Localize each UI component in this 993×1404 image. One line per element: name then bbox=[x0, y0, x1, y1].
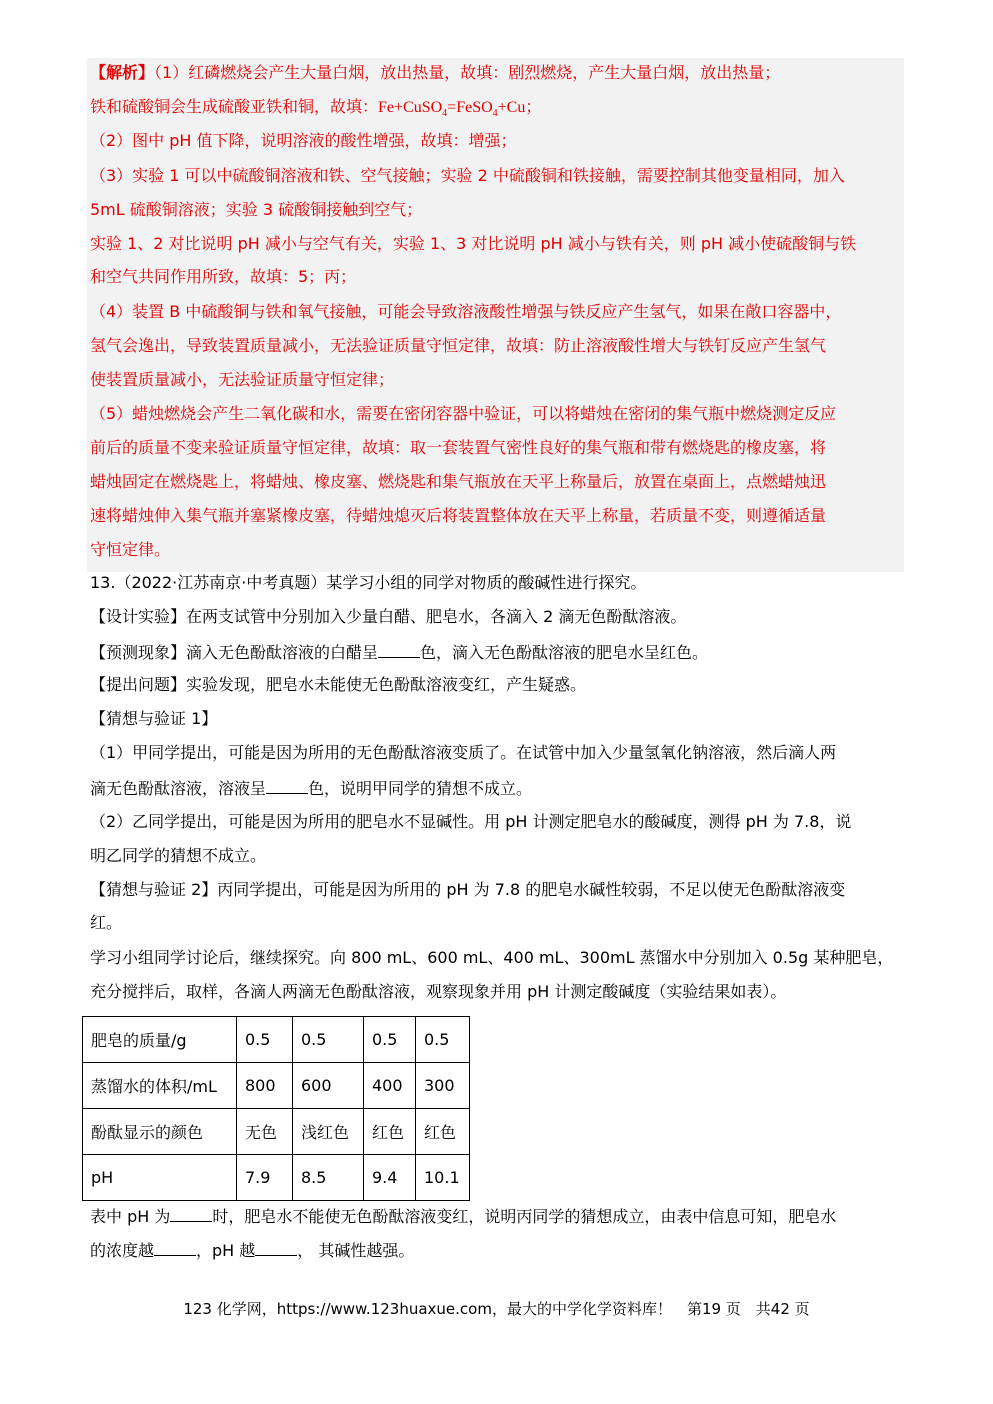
analysis-line-3: （2）图中 pH 值下降，说明溶液的酸性增强，故填：增强； bbox=[90, 131, 517, 150]
results-table bbox=[82, 1016, 470, 1201]
guess-1-line-4: 明乙同学的猜想不成立。 bbox=[90, 846, 267, 865]
table-cell: 0.5 bbox=[293, 1017, 364, 1063]
table-cell: 400 bbox=[364, 1063, 416, 1109]
table-cell: 0.5 bbox=[416, 1017, 470, 1063]
table-cell: 红色 bbox=[416, 1109, 470, 1155]
table-cell: 7.9 bbox=[237, 1155, 293, 1201]
analysis-line-1: 【解析】（1）红磷燃烧会产生大量白烟，放出热量，故填：剧烈燃烧，产生大量白烟，放出热量； bbox=[90, 63, 781, 82]
table-cell: pH bbox=[83, 1155, 237, 1201]
final-line-2: 的浓度越 ，pH 越 ， 其碱性越强。 bbox=[90, 1241, 415, 1260]
analysis-line-6: 实验 1、2 对比说明 pH 减小与空气有关，实验 1、3 对比说明 pH 减小与铁有关，则 pH 减小使硫酸铜与铁 bbox=[90, 234, 857, 253]
final-line-1: 表中 pH 为 时，肥皂水不能使无色酚酞溶液变红，说明丙同学的猜想成立，由表中信息可知，肥皂水 bbox=[90, 1207, 837, 1226]
table-cell: 蒸馏水的体积/mL bbox=[83, 1063, 237, 1109]
analysis-section bbox=[87, 58, 904, 572]
analysis-line-13: 蜡烛固定在燃烧匙上，将蜡烛、橡皮塞、燃烧匙和集气瓶放在天平上称量后，放置在桌面上，点燃蜡烛迅 bbox=[90, 472, 827, 491]
analysis-line-11: （5）蜡烛燃烧会产生二氧化碳和水，需要在密闭容器中验证，可以将蜡烛在密闭的集气瓶中燃烧测定反应 bbox=[90, 404, 837, 423]
page-footer: 123 化学网，https://www.123huaxue.com，最大的中学化学资料库！ 第19 页 共42 页 bbox=[183, 1300, 810, 1318]
analysis-line-15: 守恒定律。 bbox=[90, 540, 171, 559]
answer-blank-2[interactable] bbox=[266, 777, 308, 794]
predict-phenomenon: 【预测现象】滴入无色酚酞溶液的白醋呈 色，滴入无色酚酞溶液的肥皂水呈红色。 bbox=[90, 643, 709, 662]
table-cell: 9.4 bbox=[364, 1155, 416, 1201]
analysis-line-4: （3）实验 1 可以中硫酸铜溶液和铁、空气接触；实验 2 中硫酸铜和铁接触，需要控制其他变量相同，加入 bbox=[90, 166, 845, 185]
analysis-tag: 【解析】 bbox=[90, 63, 155, 82]
analysis-line-10: 使装置质量减小，无法验证质量守恒定律； bbox=[90, 370, 395, 389]
analysis-line-8: （4）装置 B 中硫酸铜与铁和氧气接触，可能会导致溶液酸性增强与铁反应产生氢气，如果在敞口容器中， bbox=[90, 302, 842, 321]
table-cell: 8.5 bbox=[293, 1155, 364, 1201]
answer-blank-5[interactable] bbox=[255, 1239, 297, 1256]
analysis-line-14: 速将蜡烛伸入集气瓶并塞紧橡皮塞，待蜡烛熄灭后将装置整体放在天平上称量，若质量不变，则遵循适量 bbox=[90, 506, 827, 525]
analysis-line-12: 前后的质量不变来验证质量守恒定律，故填：取一套装置气密性良好的集气瓶和带有燃烧匙的橡皮塞，将 bbox=[90, 438, 827, 457]
table-row bbox=[83, 1109, 470, 1155]
discussion-line-2: 充分搅拌后，取样，各滴人两滴无色酚酞溶液，观察现象并用 pH 计测定酸碱度（实验结果如表）。 bbox=[90, 982, 787, 1001]
guess-2-line-2: 红。 bbox=[90, 913, 123, 932]
guess-1-line-2: 滴无色酚酞溶液，溶液呈 色，说明甲同学的猜想不成立。 bbox=[90, 779, 533, 798]
discussion-line-1: 学习小组同学讨论后，继续探究。向 800 mL、600 mL、400 mL、300mL 蒸馏水中分别加入 0.5g 某种肥皂， bbox=[90, 948, 894, 967]
guess-1-heading: 【猜想与验证 1】 bbox=[90, 709, 218, 728]
table-cell: 肥皂的质量/g bbox=[83, 1017, 237, 1063]
analysis-line-7: 和空气共同作用所致，故填：5；丙； bbox=[90, 267, 357, 286]
question-title: 13.（2022·江苏南京·中考真题）某学习小组的同学对物质的酸碱性进行探究。 bbox=[90, 573, 647, 592]
analysis-line-2: 铁和硫酸铜会生成硫酸亚铁和铜，故填：Fe+CuSO$_4$=FeSO$_4$+Cu； bbox=[90, 97, 542, 120]
answer-blank-3[interactable] bbox=[170, 1205, 212, 1222]
table-cell: 300 bbox=[416, 1063, 470, 1109]
guess-2-line-1: 【猜想与验证 2】丙同学提出，可能是因为所用的 pH 为 7.8 的肥皂水碱性较弱，不足以使无色酚酞溶液变 bbox=[90, 880, 846, 899]
design-experiment: 【设计实验】在两支试管中分别加入少量白醋、肥皂水，各滴入 2 滴无色酚酞溶液。 bbox=[90, 607, 687, 626]
table-cell: 红色 bbox=[364, 1109, 416, 1155]
answer-blank-4[interactable] bbox=[154, 1239, 196, 1256]
table-cell: 无色 bbox=[237, 1109, 293, 1155]
table-cell: 10.1 bbox=[416, 1155, 470, 1201]
answer-blank-1[interactable] bbox=[378, 641, 420, 658]
analysis-line-5: 5mL 硫酸铜溶液；实验 3 硫酸铜接触到空气； bbox=[90, 200, 423, 219]
guess-1-line-1: （1）甲同学提出，可能是因为所用的无色酚酞溶液变质了。在试管中加入少量氢氧化钠溶液，然后滴人两 bbox=[90, 743, 837, 762]
table-row bbox=[83, 1017, 470, 1063]
table-cell: 酚酞显示的颜色 bbox=[83, 1109, 237, 1155]
raise-question: 【提出问题】实验发现，肥皂水未能使无色酚酞溶液变红，产生疑惑。 bbox=[90, 675, 587, 694]
chemical-equation: Fe+CuSO$_4$=FeSO$_4$+Cu； bbox=[378, 99, 542, 120]
guess-1-line-3: （2）乙同学提出，可能是因为所用的肥皂水不显碱性。用 pH 计测定肥皂水的酸碱度，测得 pH 为 7.8，说 bbox=[90, 812, 852, 831]
table-row bbox=[83, 1155, 470, 1201]
table-cell: 浅红色 bbox=[293, 1109, 364, 1155]
analysis-line-9: 氢气会逸出，导致装置质量减小，无法验证质量守恒定律，故填：防止溶液酸性增大与铁钉反应产生氢气 bbox=[90, 336, 827, 355]
table-row bbox=[83, 1063, 470, 1109]
table-cell: 0.5 bbox=[364, 1017, 416, 1063]
table-cell: 0.5 bbox=[237, 1017, 293, 1063]
table-cell: 800 bbox=[237, 1063, 293, 1109]
table-cell: 600 bbox=[293, 1063, 364, 1109]
